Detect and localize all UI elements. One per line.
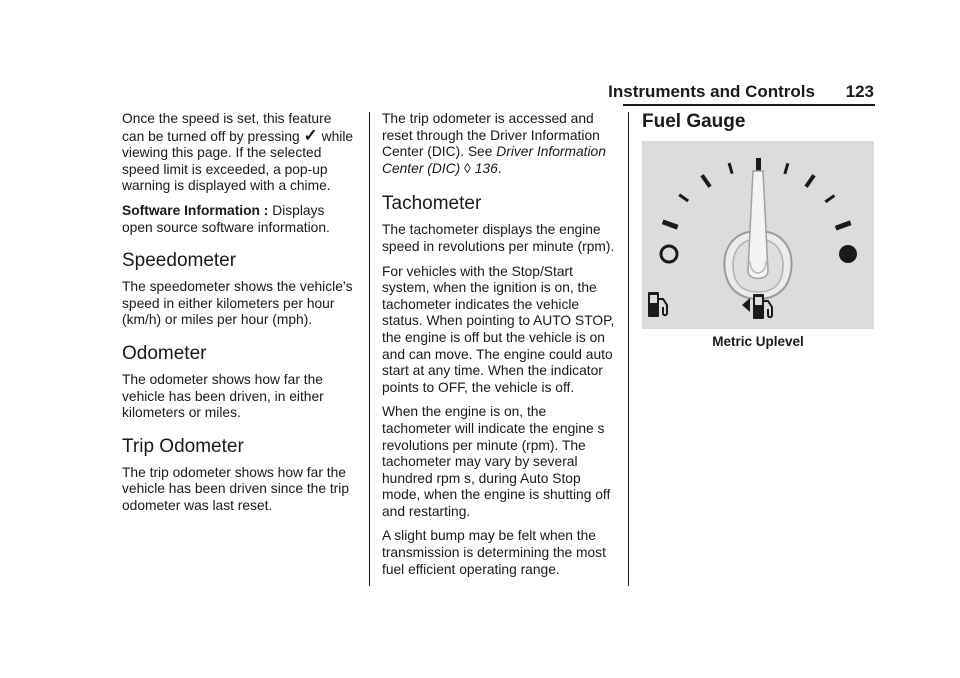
dic-link[interactable]: Driver Information Center (DIC) [382,144,606,176]
speedometer-text: The speedometer shows the vehicle’s speed in either kilometers per hour (km/h) or miles per hour (mph). [122,279,353,328]
column-divider-2 [628,112,629,586]
tachometer-heading: Tachometer [382,193,482,215]
software-info-label: Software Information : [122,202,269,218]
odometer-heading: Odometer [122,342,207,364]
column-2 [382,111,616,586]
column-divider-1 [369,112,370,586]
tachometer-p2: For vehicles with the Stop/Start system, when the ignition is on, the tachometer indicates the vehicle status. When pointing to AUTO STOP, the engine is off but the vehicle is on and can move. The engine could auto start at any time. When the indicator points to OFF, the vehicle is off. [382,263,615,395]
speedometer-heading: Speedometer [122,250,237,272]
trip-odometer-continued: The trip odometer is accessed and reset through the Driver Information Center (DIC). See Driver Information Center (DIC) ◊ 136. [382,111,606,176]
trip-odometer-text: The trip odometer shows how far the vehicle has been driven since the trip odometer was last reset. [122,464,350,513]
fuel-gauge-figure [642,141,874,351]
trip-odometer-heading: Trip Odometer [122,435,244,457]
header-rule [623,104,875,106]
odometer-text: The odometer shows how far the vehicle has been driven, in either kilometers or miles. [122,371,324,421]
speed-limit-paragraph: Once the speed is set, this feature can be turned off by pressing ✓ while viewing this page. If the selected speed limit is exceeded, a pop-up warning is displayed with a chime. [122,111,354,194]
page-number: 123 [845,82,874,101]
fuel-gauge-heading: Fuel Gauge [642,111,746,132]
check-mark-icon: ✓ [303,125,318,145]
column-3 [642,111,874,351]
figure-caption: Metric Uplevel [712,334,804,349]
tachometer-p4: A slight bump may be felt when the transmission is determining the most fuel efficient operating range. [382,528,606,577]
dic-page-link[interactable]: 136 [474,160,498,176]
reference-arrow-icon: ◊ [464,160,471,176]
column-1 [122,111,357,523]
tachometer-p1: The tachometer displays the engine speed in revolutions per minute (rpm). [382,222,615,254]
fuel-gauge-illustration [642,141,874,329]
tachometer-p3: When the engine is on, the tachometer will indicate the engine s revolutions per minute (rpm). The tachometer may vary by several hundred rpm s, during Auto Stop mode, when the engine is shutting off and restarting. [382,404,611,519]
full-circle-icon [839,245,857,263]
section-title: Instruments and Controls [608,82,815,101]
software-info-paragraph: Software Information : Displays open source software information. [122,202,330,235]
